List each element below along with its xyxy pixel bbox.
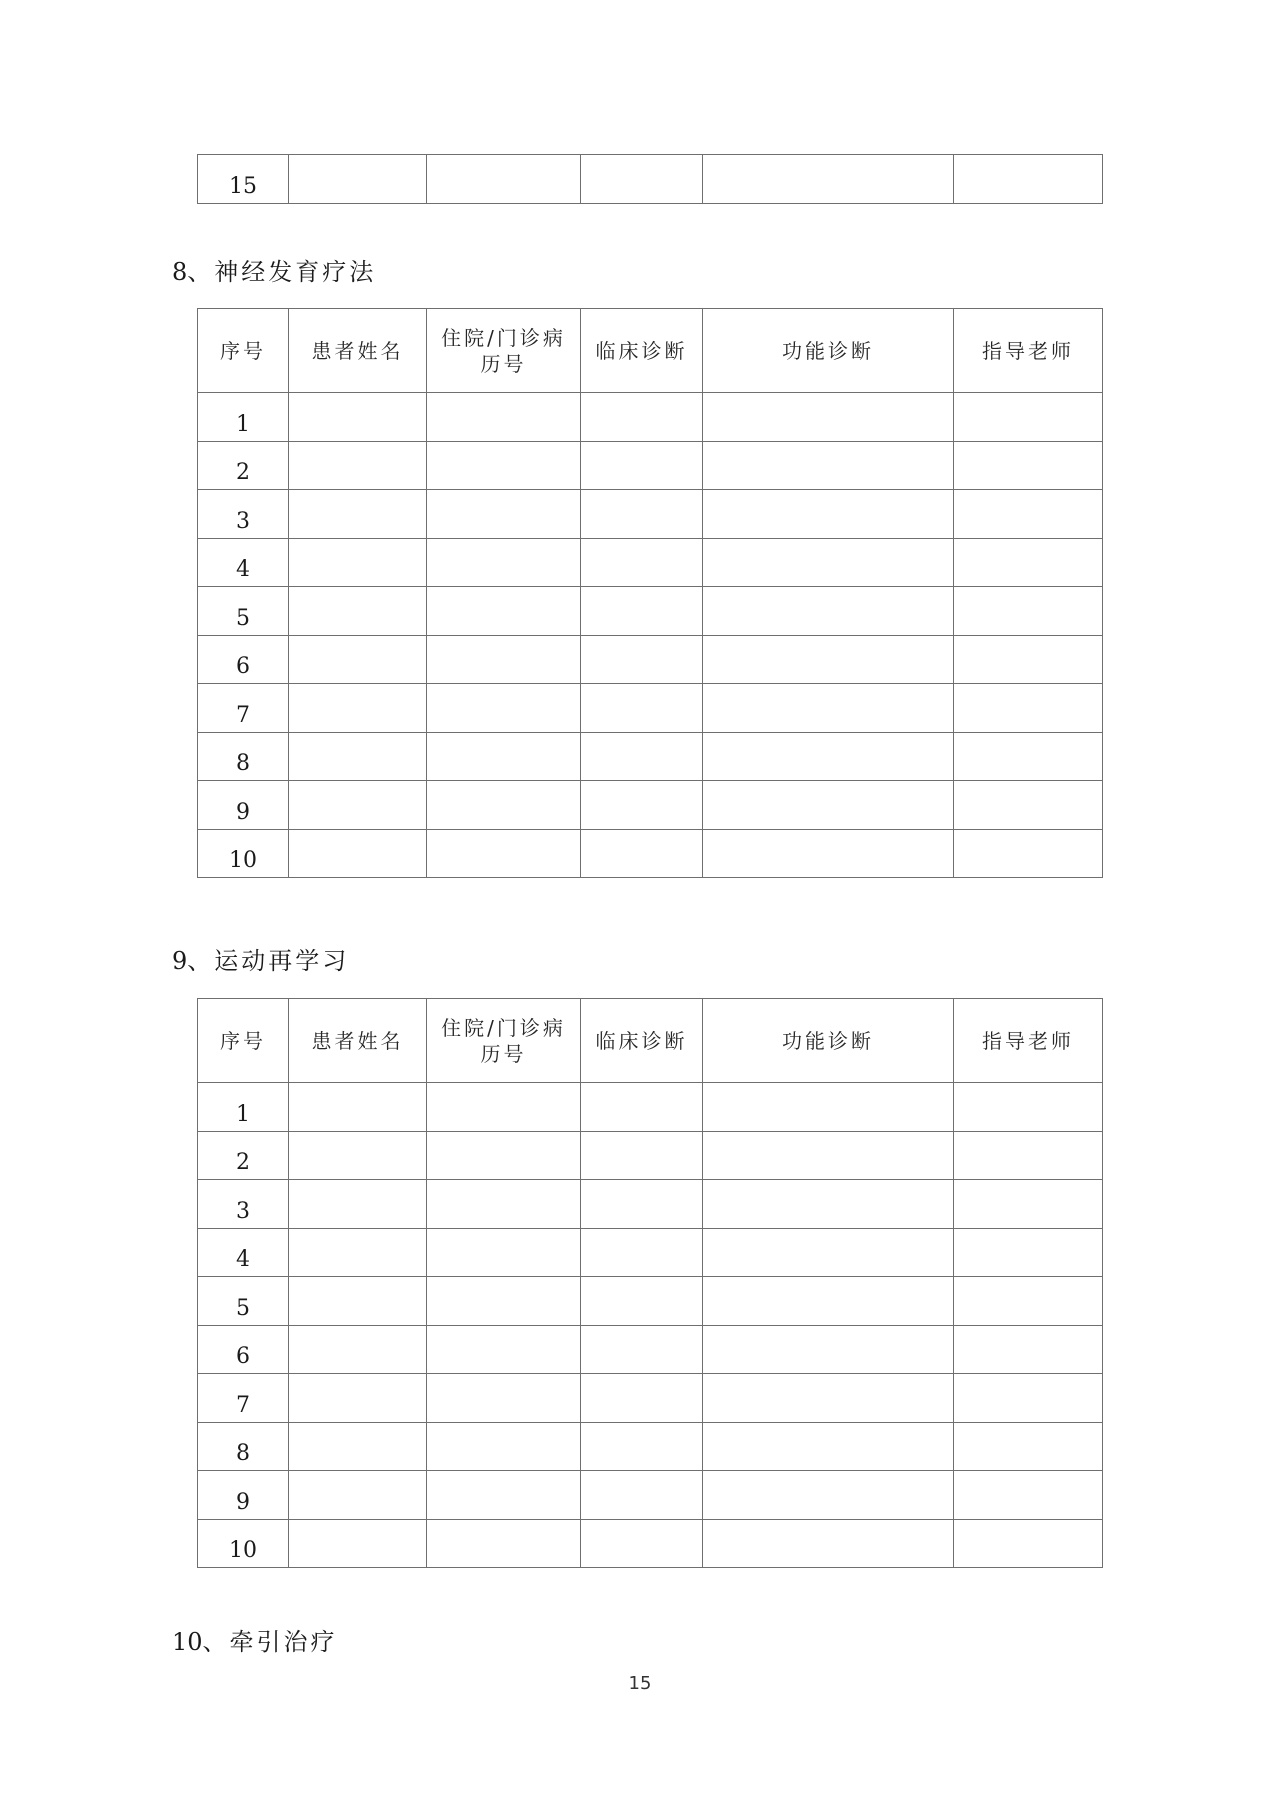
- row-number: 3: [198, 1180, 289, 1229]
- patient-name-cell[interactable]: [289, 490, 427, 539]
- record-number-cell[interactable]: [427, 829, 581, 878]
- record-number-cell[interactable]: [427, 441, 581, 490]
- table-row: [198, 393, 1103, 442]
- clinical-diagnosis-cell[interactable]: [581, 1131, 703, 1180]
- instructor-cell[interactable]: [954, 1374, 1103, 1423]
- patient-name-cell[interactable]: [289, 635, 427, 684]
- clinical-diagnosis-cell[interactable]: [581, 1277, 703, 1326]
- clinical-diagnosis-cell[interactable]: [581, 1083, 703, 1132]
- table-row: [198, 1471, 1103, 1520]
- table-row: [198, 490, 1103, 539]
- instructor-cell[interactable]: [954, 1325, 1103, 1374]
- row-number: 7: [198, 1374, 289, 1423]
- clinical-diagnosis-cell[interactable]: [581, 441, 703, 490]
- record-number-cell[interactable]: [427, 1277, 581, 1326]
- continuation-table: [197, 154, 1103, 204]
- functional-diagnosis-cell[interactable]: [703, 1519, 954, 1568]
- table-row: [198, 829, 1103, 878]
- table-row: [198, 587, 1103, 636]
- instructor-cell[interactable]: [954, 1277, 1103, 1326]
- header-record-number: 住院/门诊病历号: [427, 309, 581, 393]
- functional-diagnosis-cell[interactable]: [703, 1471, 954, 1520]
- functional-diagnosis-cell[interactable]: [703, 1422, 954, 1471]
- table-row: [198, 1325, 1103, 1374]
- functional-diagnosis-cell[interactable]: [703, 155, 954, 204]
- instructor-cell[interactable]: [954, 781, 1103, 830]
- instructor-cell[interactable]: [954, 635, 1103, 684]
- row-number: 2: [198, 441, 289, 490]
- clinical-diagnosis-cell[interactable]: [581, 1228, 703, 1277]
- table-row: [198, 1180, 1103, 1229]
- functional-diagnosis-cell[interactable]: [703, 781, 954, 830]
- table-row: [198, 781, 1103, 830]
- instructor-cell[interactable]: [954, 1131, 1103, 1180]
- row-number: 9: [198, 1471, 289, 1520]
- instructor-cell[interactable]: [954, 155, 1103, 204]
- patient-name-cell[interactable]: [289, 1374, 427, 1423]
- header-serial: 序号: [198, 999, 289, 1083]
- header-patient-name: 患者姓名: [289, 999, 427, 1083]
- clinical-diagnosis-cell[interactable]: [581, 1325, 703, 1374]
- clinical-diagnosis-cell[interactable]: [581, 490, 703, 539]
- patient-name-cell[interactable]: [289, 829, 427, 878]
- header-functional-diagnosis: 功能诊断: [703, 999, 954, 1083]
- row-number: 5: [198, 1277, 289, 1326]
- table-row: [198, 1277, 1103, 1326]
- record-number-cell[interactable]: [427, 587, 581, 636]
- row-number: 4: [198, 538, 289, 587]
- functional-diagnosis-cell[interactable]: [703, 1180, 954, 1229]
- clinical-diagnosis-cell[interactable]: [581, 781, 703, 830]
- clinical-diagnosis-cell[interactable]: [581, 732, 703, 781]
- table-row: [198, 732, 1103, 781]
- clinical-diagnosis-cell[interactable]: [581, 1422, 703, 1471]
- patient-name-cell[interactable]: [289, 587, 427, 636]
- functional-diagnosis-cell[interactable]: [703, 1325, 954, 1374]
- section-title: [172, 1622, 338, 1657]
- section-title: [172, 252, 376, 287]
- record-number-cell[interactable]: [427, 684, 581, 733]
- record-number-cell[interactable]: [427, 1131, 581, 1180]
- instructor-cell[interactable]: [954, 1519, 1103, 1568]
- patient-name-cell[interactable]: [289, 1083, 427, 1132]
- patient-name-cell[interactable]: [289, 1471, 427, 1520]
- patient-name-cell[interactable]: [289, 732, 427, 781]
- instructor-cell[interactable]: [954, 1228, 1103, 1277]
- row-number: 3: [198, 490, 289, 539]
- record-number-cell[interactable]: [427, 635, 581, 684]
- functional-diagnosis-cell[interactable]: [703, 1277, 954, 1326]
- patient-name-cell[interactable]: [289, 1325, 427, 1374]
- functional-diagnosis-cell[interactable]: [703, 1083, 954, 1132]
- table-row: [198, 635, 1103, 684]
- table-row: [198, 1374, 1103, 1423]
- header-row: [198, 309, 1103, 393]
- table-row: [198, 684, 1103, 733]
- section-separator: 、: [187, 258, 215, 286]
- row-number: 1: [198, 1083, 289, 1132]
- clinical-diagnosis-cell[interactable]: [581, 155, 703, 204]
- clinical-diagnosis-cell[interactable]: [581, 587, 703, 636]
- table-body: [198, 393, 1103, 878]
- record-number-cell[interactable]: [427, 538, 581, 587]
- section-label: 神经发育疗法: [214, 258, 377, 286]
- row-number: 8: [198, 732, 289, 781]
- instructor-cell[interactable]: [954, 684, 1103, 733]
- record-table: [197, 308, 1103, 878]
- record-number-cell[interactable]: [427, 1422, 581, 1471]
- clinical-diagnosis-cell[interactable]: [581, 1180, 703, 1229]
- header-patient-name: 患者姓名: [289, 309, 427, 393]
- patient-name-cell[interactable]: [289, 781, 427, 830]
- functional-diagnosis-cell[interactable]: [703, 1131, 954, 1180]
- functional-diagnosis-cell[interactable]: [703, 732, 954, 781]
- record-number-cell[interactable]: [427, 1180, 581, 1229]
- record-number-cell[interactable]: [427, 1519, 581, 1568]
- record-number-cell[interactable]: [427, 393, 581, 442]
- header-clinical-diagnosis: 临床诊断: [581, 999, 703, 1083]
- record-number-cell[interactable]: [427, 1325, 581, 1374]
- patient-name-cell[interactable]: [289, 1277, 427, 1326]
- functional-diagnosis-cell[interactable]: [703, 829, 954, 878]
- table-row: [198, 538, 1103, 587]
- patient-name-cell[interactable]: [289, 1228, 427, 1277]
- section-label: 运动再学习: [214, 947, 350, 975]
- clinical-diagnosis-cell[interactable]: [581, 635, 703, 684]
- patient-name-cell[interactable]: [289, 1131, 427, 1180]
- instructor-cell[interactable]: [954, 1471, 1103, 1520]
- record-table: [197, 998, 1103, 1568]
- record-number-cell[interactable]: [427, 1083, 581, 1132]
- section-number: 9: [172, 947, 188, 975]
- functional-diagnosis-cell[interactable]: [703, 1374, 954, 1423]
- table-row: [198, 155, 1103, 204]
- row-number: 15: [198, 155, 289, 204]
- section-number: 10: [172, 1628, 203, 1656]
- patient-name-cell[interactable]: [289, 1422, 427, 1471]
- instructor-cell[interactable]: [954, 393, 1103, 442]
- instructor-cell[interactable]: [954, 441, 1103, 490]
- record-number-cell[interactable]: [427, 781, 581, 830]
- row-number: 9: [198, 781, 289, 830]
- functional-diagnosis-cell[interactable]: [703, 635, 954, 684]
- clinical-diagnosis-cell[interactable]: [581, 393, 703, 442]
- patient-name-cell[interactable]: [289, 1519, 427, 1568]
- instructor-cell[interactable]: [954, 538, 1103, 587]
- functional-diagnosis-cell[interactable]: [703, 684, 954, 733]
- functional-diagnosis-cell[interactable]: [703, 538, 954, 587]
- patient-name-cell[interactable]: [289, 1180, 427, 1229]
- instructor-cell[interactable]: [954, 1083, 1103, 1132]
- record-number-cell[interactable]: [427, 732, 581, 781]
- section-separator: 、: [187, 947, 215, 975]
- section-label: 牵引治疗: [229, 1628, 338, 1656]
- header-functional-diagnosis: 功能诊断: [703, 309, 954, 393]
- row-number: 2: [198, 1131, 289, 1180]
- row-number: 6: [198, 1325, 289, 1374]
- patient-name-cell[interactable]: [289, 441, 427, 490]
- functional-diagnosis-cell[interactable]: [703, 441, 954, 490]
- clinical-diagnosis-cell[interactable]: [581, 684, 703, 733]
- record-number-cell[interactable]: [427, 490, 581, 539]
- table-row: [198, 1519, 1103, 1568]
- record-number-cell[interactable]: [427, 155, 581, 204]
- table-row: [198, 1422, 1103, 1471]
- row-number: 5: [198, 587, 289, 636]
- clinical-diagnosis-cell[interactable]: [581, 829, 703, 878]
- section-title: [172, 941, 349, 976]
- instructor-cell[interactable]: [954, 1422, 1103, 1471]
- row-number: 7: [198, 684, 289, 733]
- row-number: 8: [198, 1422, 289, 1471]
- clinical-diagnosis-cell[interactable]: [581, 538, 703, 587]
- section-separator: 、: [202, 1628, 230, 1656]
- table-row: [198, 1131, 1103, 1180]
- table-row: [198, 441, 1103, 490]
- row-number: 1: [198, 393, 289, 442]
- clinical-diagnosis-cell[interactable]: [581, 1519, 703, 1568]
- patient-name-cell[interactable]: [289, 684, 427, 733]
- patient-name-cell[interactable]: [289, 393, 427, 442]
- header-row: [198, 999, 1103, 1083]
- instructor-cell[interactable]: [954, 1180, 1103, 1229]
- page-number: 15: [628, 1673, 652, 1694]
- row-number: 10: [198, 829, 289, 878]
- record-number-cell[interactable]: [427, 1228, 581, 1277]
- row-number: 10: [198, 1519, 289, 1568]
- instructor-cell[interactable]: [954, 732, 1103, 781]
- header-record-number: 住院/门诊病历号: [427, 999, 581, 1083]
- patient-name-cell[interactable]: [289, 155, 427, 204]
- header-clinical-diagnosis: 临床诊断: [581, 309, 703, 393]
- table-row: [198, 1083, 1103, 1132]
- header-instructor: 指导老师: [954, 999, 1103, 1083]
- functional-diagnosis-cell[interactable]: [703, 1228, 954, 1277]
- header-serial: 序号: [198, 309, 289, 393]
- instructor-cell[interactable]: [954, 829, 1103, 878]
- clinical-diagnosis-cell[interactable]: [581, 1374, 703, 1423]
- patient-name-cell[interactable]: [289, 538, 427, 587]
- row-number: 6: [198, 635, 289, 684]
- row-number: 4: [198, 1228, 289, 1277]
- table-row: [198, 1228, 1103, 1277]
- functional-diagnosis-cell[interactable]: [703, 393, 954, 442]
- header-instructor: 指导老师: [954, 309, 1103, 393]
- section-number: 8: [172, 258, 188, 286]
- table-body: [198, 1083, 1103, 1568]
- record-number-cell[interactable]: [427, 1471, 581, 1520]
- record-number-cell[interactable]: [427, 1374, 581, 1423]
- functional-diagnosis-cell[interactable]: [703, 587, 954, 636]
- functional-diagnosis-cell[interactable]: [703, 490, 954, 539]
- instructor-cell[interactable]: [954, 587, 1103, 636]
- instructor-cell[interactable]: [954, 490, 1103, 539]
- clinical-diagnosis-cell[interactable]: [581, 1471, 703, 1520]
